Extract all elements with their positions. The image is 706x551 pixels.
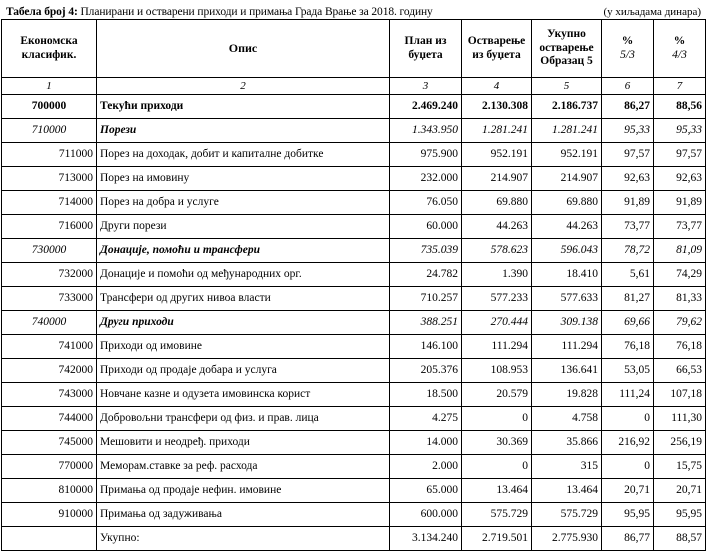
header-line-1: Остварење — [467, 35, 526, 47]
cell-percent-4-3: 73,77 — [654, 215, 706, 239]
cell-realized: 2.130.308 — [462, 95, 532, 119]
cell-total-realized: 13.464 — [532, 479, 602, 503]
column-index-1: 1 — [2, 78, 97, 95]
caption-label: Табела број 4: — [6, 6, 78, 18]
cell-economic-code: 711000 — [2, 143, 97, 167]
cell-percent-4-3: 107,18 — [654, 383, 706, 407]
cell-economic-code: 730000 — [2, 239, 97, 263]
cell-plan: 735.039 — [390, 239, 462, 263]
caption-units: (у хиљадама динара) — [603, 6, 701, 18]
cell-economic-code: 713000 — [2, 167, 97, 191]
cell-realized: 20.579 — [462, 383, 532, 407]
cell-realized: 575.729 — [462, 503, 532, 527]
cell-plan: 975.900 — [390, 143, 462, 167]
cell-percent-5-3: 5,61 — [602, 263, 654, 287]
cell-percent-4-3: 88,57 — [654, 527, 706, 551]
cell-plan: 3.134.240 — [390, 527, 462, 551]
table-row — [2, 479, 706, 503]
cell-percent-4-3: 20,71 — [654, 479, 706, 503]
cell-description: Добровољни трансфери од физ. и прав. лица — [97, 407, 390, 431]
cell-total-realized: 18.410 — [532, 263, 602, 287]
cell-realized: 111.294 — [462, 335, 532, 359]
cell-description: Порез на имовину — [97, 167, 390, 191]
cell-realized: 44.263 — [462, 215, 532, 239]
cell-plan: 24.782 — [390, 263, 462, 287]
cell-realized: 0 — [462, 455, 532, 479]
cell-total-realized: 952.191 — [532, 143, 602, 167]
cell-percent-4-3: 97,57 — [654, 143, 706, 167]
cell-plan: 18.500 — [390, 383, 462, 407]
cell-plan: 710.257 — [390, 287, 462, 311]
cell-percent-4-3: 256,19 — [654, 431, 706, 455]
cell-description: Мешовити и неодређ. приходи — [97, 431, 390, 455]
table-row — [2, 503, 706, 527]
cell-percent-5-3: 69,66 — [602, 311, 654, 335]
cell-realized: 30.369 — [462, 431, 532, 455]
cell-percent-4-3: 79,62 — [654, 311, 706, 335]
table-row — [2, 215, 706, 239]
cell-realized: 13.464 — [462, 479, 532, 503]
cell-percent-5-3: 92,63 — [602, 167, 654, 191]
cell-percent-4-3: 111,30 — [654, 407, 706, 431]
column-header-percent-5-3 — [602, 20, 654, 78]
cell-description: Меморам.ставке за реф. расхода — [97, 455, 390, 479]
cell-description: Текући приходи — [97, 95, 390, 119]
cell-economic-code: 910000 — [2, 503, 97, 527]
cell-realized: 0 — [462, 407, 532, 431]
column-index-7: 7 — [654, 78, 706, 95]
cell-description: Други приходи — [97, 311, 390, 335]
cell-percent-5-3: 0 — [602, 455, 654, 479]
cell-total-realized: 1.281.241 — [532, 119, 602, 143]
column-index-4: 4 — [462, 78, 532, 95]
cell-economic-code: 745000 — [2, 431, 97, 455]
cell-plan: 388.251 — [390, 311, 462, 335]
cell-plan: 65.000 — [390, 479, 462, 503]
cell-total-realized: 575.729 — [532, 503, 602, 527]
cell-description: Порез на добра и услуге — [97, 191, 390, 215]
cell-plan: 14.000 — [390, 431, 462, 455]
cell-economic-code: 732000 — [2, 263, 97, 287]
cell-plan: 76.050 — [390, 191, 462, 215]
cell-economic-code — [2, 527, 97, 551]
cell-percent-5-3: 53,05 — [602, 359, 654, 383]
cell-plan: 205.376 — [390, 359, 462, 383]
cell-description: Примања од задуживања — [97, 503, 390, 527]
cell-economic-code: 714000 — [2, 191, 97, 215]
table-row — [2, 383, 706, 407]
column-index-3: 3 — [390, 78, 462, 95]
column-index-row — [2, 78, 706, 95]
cell-total-realized: 596.043 — [532, 239, 602, 263]
cell-plan: 1.343.950 — [390, 119, 462, 143]
cell-description: Приходи од имовине — [97, 335, 390, 359]
cell-economic-code: 740000 — [2, 311, 97, 335]
cell-total-realized: 577.633 — [532, 287, 602, 311]
cell-economic-code: 770000 — [2, 455, 97, 479]
cell-plan: 2.469.240 — [390, 95, 462, 119]
cell-economic-code: 744000 — [2, 407, 97, 431]
table-row — [2, 143, 706, 167]
cell-description: Порез на доходак, добит и капиталне добитке — [97, 143, 390, 167]
header-line-2: 4/3 — [672, 48, 687, 61]
cell-percent-4-3: 95,95 — [654, 503, 706, 527]
cell-total-realized: 69.880 — [532, 191, 602, 215]
cell-percent-5-3: 20,71 — [602, 479, 654, 503]
header-line-1: План из — [404, 35, 447, 47]
caption-text — [6, 6, 433, 19]
table-caption — [0, 0, 706, 19]
header-line-1: Економска — [20, 35, 78, 47]
cell-description: Приходи од продаје добара и услуга — [97, 359, 390, 383]
column-header-plan — [390, 20, 462, 78]
cell-percent-5-3: 111,24 — [602, 383, 654, 407]
cell-economic-code: 700000 — [2, 95, 97, 119]
cell-description: Примања од продаје нефин. имовине — [97, 479, 390, 503]
cell-total-realized: 2.186.737 — [532, 95, 602, 119]
cell-percent-5-3: 86,77 — [602, 527, 654, 551]
cell-description: Порези — [97, 119, 390, 143]
budget-revenue-table — [1, 19, 706, 551]
cell-description: Други порези — [97, 215, 390, 239]
cell-economic-code: 742000 — [2, 359, 97, 383]
cell-realized: 2.719.501 — [462, 527, 532, 551]
header-line-2: буџета — [408, 48, 443, 61]
cell-economic-code: 716000 — [2, 215, 97, 239]
cell-plan: 4.275 — [390, 407, 462, 431]
cell-realized: 270.444 — [462, 311, 532, 335]
header-line-2: из буџета — [472, 48, 521, 61]
caption-description: Планирани и остварени приходи и примања Града Врање за 2018. годину — [77, 6, 433, 18]
column-index-5: 5 — [532, 78, 602, 95]
cell-percent-5-3: 73,77 — [602, 215, 654, 239]
cell-percent-4-3: 88,56 — [654, 95, 706, 119]
cell-percent-5-3: 0 — [602, 407, 654, 431]
cell-realized: 214.907 — [462, 167, 532, 191]
cell-realized: 1.281.241 — [462, 119, 532, 143]
cell-description: Трансфери од других нивоа власти — [97, 287, 390, 311]
column-header-total-realized — [532, 20, 602, 78]
cell-percent-4-3: 15,75 — [654, 455, 706, 479]
cell-description: Новчане казне и одузета имовинска корист — [97, 383, 390, 407]
cell-total-realized: 4.758 — [532, 407, 602, 431]
cell-economic-code: 733000 — [2, 287, 97, 311]
column-header-economic-classification — [2, 20, 97, 78]
cell-description: Донације и помоћи од међународних орг. — [97, 263, 390, 287]
header-line-1: Укупно — [547, 28, 586, 41]
cell-percent-4-3: 81,09 — [654, 239, 706, 263]
table-row — [2, 95, 706, 119]
cell-percent-4-3: 91,89 — [654, 191, 706, 215]
header-line-1: % — [673, 35, 686, 47]
cell-percent-5-3: 95,33 — [602, 119, 654, 143]
cell-percent-4-3: 74,29 — [654, 263, 706, 287]
cell-total-realized: 35.866 — [532, 431, 602, 455]
header-line-2: остварење — [539, 41, 594, 54]
header-line-3: Образац 5 — [540, 55, 593, 68]
cell-percent-5-3: 86,27 — [602, 95, 654, 119]
cell-economic-code: 810000 — [2, 479, 97, 503]
column-index-2: 2 — [97, 78, 390, 95]
cell-percent-4-3: 95,33 — [654, 119, 706, 143]
cell-percent-5-3: 76,18 — [602, 335, 654, 359]
cell-economic-code: 743000 — [2, 383, 97, 407]
cell-realized: 952.191 — [462, 143, 532, 167]
cell-total-realized: 309.138 — [532, 311, 602, 335]
cell-realized: 69.880 — [462, 191, 532, 215]
cell-percent-4-3: 81,33 — [654, 287, 706, 311]
cell-total-realized: 19.828 — [532, 383, 602, 407]
cell-percent-5-3: 216,92 — [602, 431, 654, 455]
header-line-1: % — [621, 35, 634, 47]
table-row — [2, 239, 706, 263]
cell-percent-5-3: 81,27 — [602, 287, 654, 311]
cell-percent-4-3: 92,63 — [654, 167, 706, 191]
column-header-realized — [462, 20, 532, 78]
cell-realized: 578.623 — [462, 239, 532, 263]
table-row — [2, 407, 706, 431]
cell-description: Укупно: — [97, 527, 390, 551]
table-row — [2, 527, 706, 551]
table-row — [2, 455, 706, 479]
cell-percent-4-3: 66,53 — [654, 359, 706, 383]
table-row — [2, 263, 706, 287]
table-row — [2, 359, 706, 383]
column-index-6: 6 — [602, 78, 654, 95]
cell-total-realized: 44.263 — [532, 215, 602, 239]
cell-plan: 2.000 — [390, 455, 462, 479]
table-header-row — [2, 20, 706, 78]
cell-percent-5-3: 97,57 — [602, 143, 654, 167]
table-body — [2, 95, 706, 551]
cell-percent-4-3: 76,18 — [654, 335, 706, 359]
table-row — [2, 287, 706, 311]
cell-economic-code: 710000 — [2, 119, 97, 143]
table-row — [2, 335, 706, 359]
cell-realized: 1.390 — [462, 263, 532, 287]
cell-plan: 60.000 — [390, 215, 462, 239]
table-row — [2, 191, 706, 215]
cell-total-realized: 2.775.930 — [532, 527, 602, 551]
table-row — [2, 167, 706, 191]
cell-realized: 108.953 — [462, 359, 532, 383]
cell-percent-5-3: 95,95 — [602, 503, 654, 527]
header-line-2: класифик. — [21, 48, 77, 61]
cell-description: Донације, помоћи и трансфери — [97, 239, 390, 263]
cell-total-realized: 136.641 — [532, 359, 602, 383]
column-header-description: Опис — [97, 20, 390, 78]
cell-plan: 146.100 — [390, 335, 462, 359]
cell-percent-5-3: 91,89 — [602, 191, 654, 215]
cell-percent-5-3: 78,72 — [602, 239, 654, 263]
cell-plan: 600.000 — [390, 503, 462, 527]
header-line-2: 5/3 — [620, 48, 635, 61]
table-row — [2, 311, 706, 335]
cell-economic-code: 741000 — [2, 335, 97, 359]
cell-realized: 577.233 — [462, 287, 532, 311]
cell-total-realized: 111.294 — [532, 335, 602, 359]
table-row — [2, 119, 706, 143]
cell-total-realized: 315 — [532, 455, 602, 479]
cell-total-realized: 214.907 — [532, 167, 602, 191]
column-header-percent-4-3 — [654, 20, 706, 78]
cell-plan: 232.000 — [390, 167, 462, 191]
